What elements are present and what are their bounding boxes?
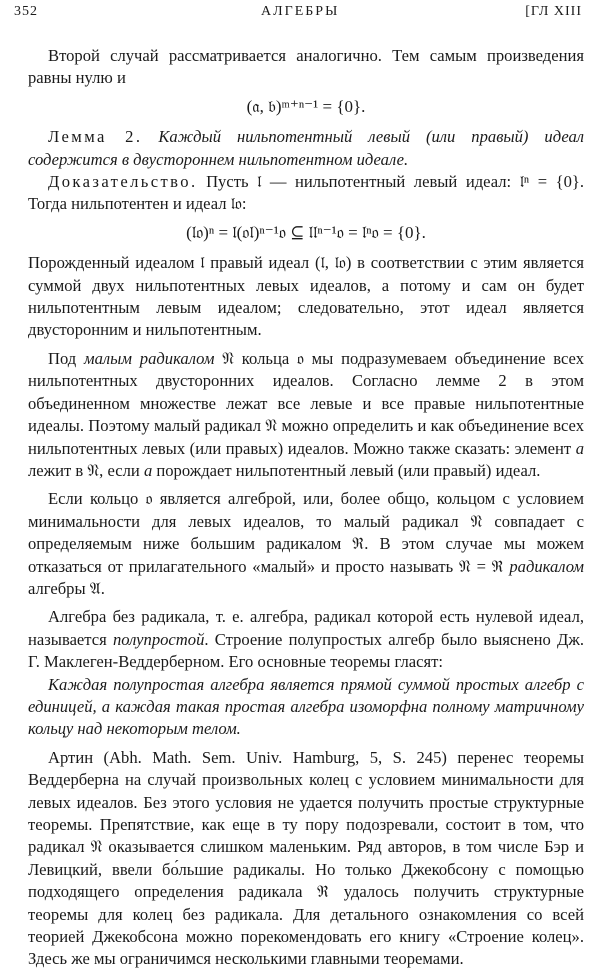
variable-a: a — [575, 438, 584, 458]
proof — [28, 171, 584, 216]
paragraph-intro: Второй случай рассматривается аналогично. Тем самым произведения равны нулю и — [28, 46, 584, 88]
lemma-statement: Каждый нильпотентный левый (или правый) идеал содержится в двустороннем нильпотентном идеале. — [28, 127, 585, 169]
term-small-radical: малым радикалом — [84, 348, 215, 368]
lemma-label: Лемма 2. — [48, 127, 143, 147]
paragraph-artin-jacobson: Артин (Abh. Math. Sem. Univ. Hamburg, 5, S. 245) перенес теоремы Веддерберна на случай произвольных колец с условием минимальности для левых идеалов. Без этого условия не удается получить простые структурные теоремы. Препятствие, как еще в ту пору подозревали, состоит в том, что радикал 𝔑 оказывается слишком маленьким. Ряд авторов, в том числе Бэр и Левицкий, ввели бо́льшие радикалы. Но только Джекобсону с помощью подходящего определения радикала ℜ удалось получить структурные теоремы для колец без радикала. Для детального ознакомления со всей теорией Джекобсона можно порекомендовать его книгу «Строение колец». Здесь же мы ограничимся несколькими главными теоремами. — [28, 747, 584, 969]
formula-1: (𝔞, 𝔟)ᵐ⁺ⁿ⁻¹ = {0}. — [246, 96, 366, 116]
proof-label: Доказательство. — [48, 172, 198, 192]
proof-text: Пусть 𝔩 — нильпотентный левый идеал: 𝔩ⁿ = {0}. Тогда нильпотентен и идеал 𝔩𝔬: — [28, 172, 584, 214]
paragraph-generated-ideal: Порожденный идеалом 𝔩 правый идеал (𝔩, 𝔩𝔬) в соответствии с этим является суммой двух нильпотентных левых идеалов, а потому и сам он будет нильпотентным левым идеалом; следовательно, этот идеал является двусторонним и нильпотентным. — [28, 253, 584, 340]
theorem-text: Каждая полупростая алгебра является прямой суммой простых алгебр с единицей, а каждая такая простая алгебра изоморфна полному матричному кольцу над некоторым телом. — [28, 674, 584, 739]
text-run: Алгебра без радикала, т. е. алгебра, радикал которой есть нулевой идеал, называется — [28, 607, 584, 649]
page-number: 352 — [14, 4, 38, 19]
chapter-label: [ГЛ XIII — [525, 4, 582, 19]
term-semisimple: полупростой — [112, 629, 205, 649]
paragraph-semisimple — [28, 606, 584, 673]
text-run: лежит в 𝔑, если — [28, 460, 144, 480]
paragraph-small-radical — [28, 348, 584, 482]
text-run: алгебры 𝔄. — [28, 578, 105, 598]
text-run: Если кольцо 𝔬 является алгеброй, или, более общо, кольцом с условием минимальности для левых идеалов, то малый радикал 𝔑 совпадает с определяемым ниже большим радикалом ℜ. В этом случае мы можем отказаться от прилагательного «малый» и просто называть 𝔑 = ℜ — [28, 489, 584, 576]
term-radical: радикалом — [509, 556, 584, 576]
text-run: Под — [48, 348, 85, 368]
text-run: порождает нильпотентный левый (или правый) идеал. — [152, 460, 541, 480]
paragraph-algebra-radical — [28, 488, 584, 600]
running-title: АЛГЕБРЫ — [261, 4, 340, 19]
text-run: 𝔑 кольца 𝔬 мы подразумеваем объединение всех нильпотентных двусторонних идеалов. Согласно лемме 2 в этом объединенном множестве лежат все левые и все правые нильпотентные идеалы. Поэтому малый радикал 𝔑 можно определить и как объединение всех нильпотентных левых (или правых) идеалов. Можно также сказать: элемент — [28, 348, 584, 458]
variable-a: a — [143, 460, 153, 480]
formula-2: (𝔩𝔬)ⁿ = 𝔩(𝔬𝔩)ⁿ⁻¹𝔬 ⊆ 𝔩𝔩ⁿ⁻¹𝔬 = 𝔩ⁿ𝔬 = {0}. — [186, 222, 426, 242]
text-run: . Строение полупростых алгебр было выяснено Дж. Г. Маклеген-Веддерберном. Его основные теоремы гласят: — [28, 629, 584, 672]
lemma-2 — [28, 126, 584, 171]
body-text — [28, 45, 584, 971]
theorem-wedderburn — [28, 674, 584, 741]
